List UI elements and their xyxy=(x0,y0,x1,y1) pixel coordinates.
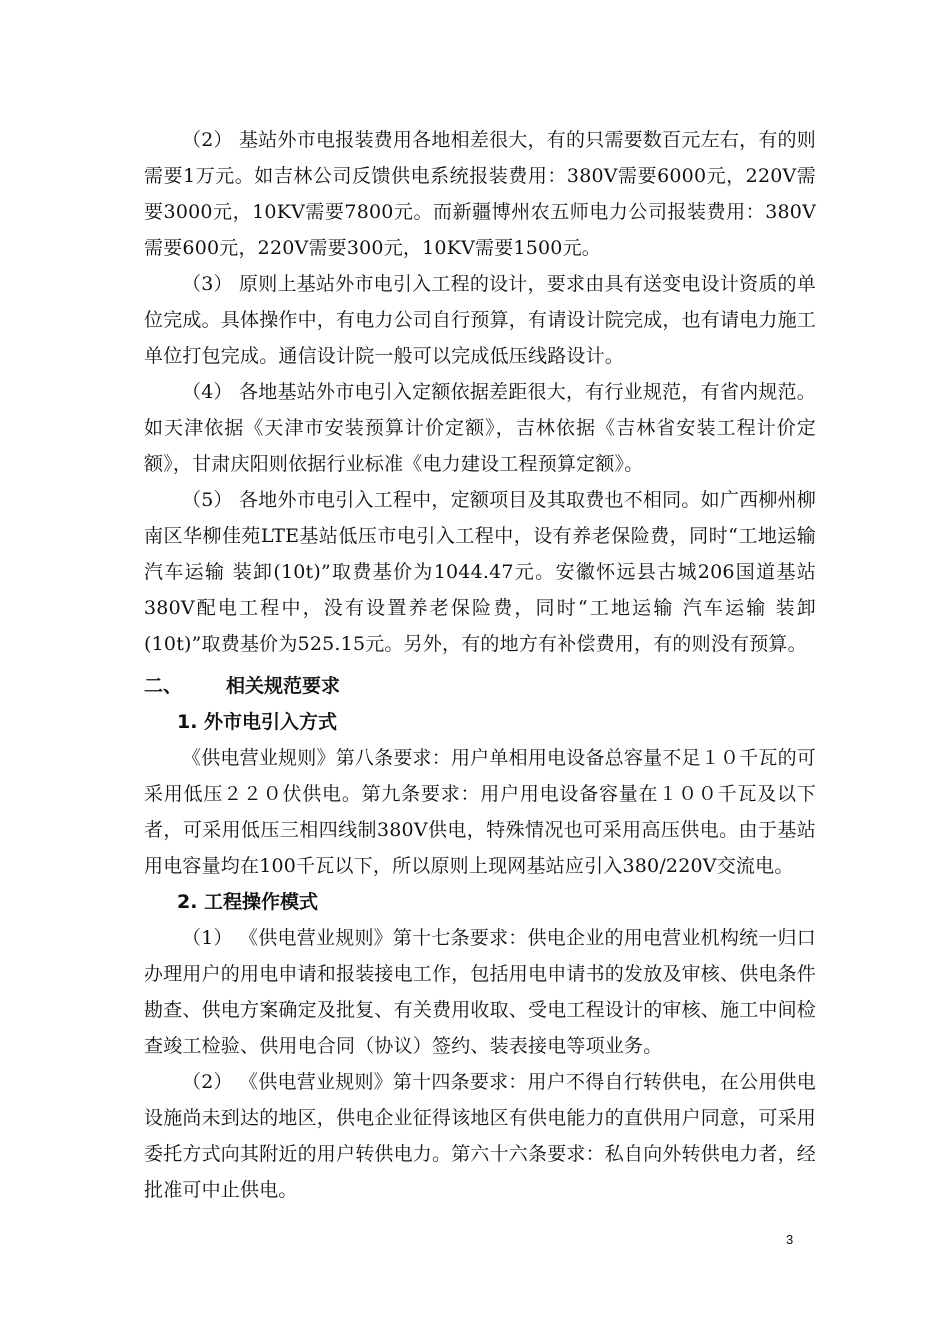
paragraph-2-fees: （2） 基站外市电报装费用各地相差很大，有的只需要数百元左右，有的则需要1万元。如吉林公司反馈供电系统报装费用：380V需要6000元，220V需要3000元，10KV需要7800元。而新疆博州农五师电力公司报装费用：380V需要600元，220V需要300元，10KV需要1500元。 xyxy=(144,129,816,259)
subsection-1-paragraph: 《供电营业规则》第八条要求：用户单相用电设备总容量不足１０千瓦的可采用低压２２０伏供电。第九条要求：用户用电设备容量在１００千瓦及以下者，可采用低压三相四线制380V供电，特殊情况也可采用高压供电。由于基站用电容量均在100千瓦以下，所以原则上现网基站应引入380/220V交流电。 xyxy=(144,747,816,877)
paragraph-3-design: （3） 原则上基站外市电引入工程的设计，要求由具有送变电设计资质的单位完成。具体操作中，有电力公司自行预算，有请设计院完成，也有请电力施工单位打包完成。通信设计院一般可以完成低压线路设计。 xyxy=(144,273,817,367)
subsection-2-title: 2. 工程操作模式 xyxy=(177,891,319,913)
subsection-1-title: 1. 外市电引入方式 xyxy=(177,711,338,733)
subsection-2-paragraph-1: （1） 《供电营业规则》第十七条要求：供电企业的用电营业机构统一归口办理用户的用电申请和报装接电工作，包括用电申请书的发放及审核、供电条件勘查、供电方案确定及批复、有关费用收取、受电工程设计的审核、施工中间检查竣工检验、供用电合同（协议）签约、装表接电等项业务。 xyxy=(144,927,817,1057)
subsection-2-paragraph-2: （2） 《供电营业规则》第十四条要求：用户不得自行转供电，在公用供电设施尚未到达的地区，供电企业征得该地区有供电能力的直供用户同意，可采用委托方式向其附近的用户转供电力。第六十六条要求：私自向外转供电力者，经批准可中止供电。 xyxy=(144,1071,817,1201)
paragraph-5-cost-items: （5） 各地外市电引入工程中，定额项目及其取费也不相同。如广西柳州柳南区华柳佳苑LTE基站低压市电引入工程中，设有养老保险费，同时“工地运输 汽车运输 装卸(10t)”取费基价为1044.47元。安徽怀远县古城206国道基站380V配电工程中，没有设置养老保险费，同时“工地运输 汽车运输 装卸(10t)”取费基价为525.15元。另外，有的地方有补偿费用，有的则没有预算。 xyxy=(144,489,816,655)
page-number: 3 xyxy=(786,1232,794,1247)
section-number: 二、 xyxy=(144,675,183,697)
section-title: 相关规范要求 xyxy=(226,675,341,697)
paragraph-4-quota: （4） 各地基站外市电引入定额依据差距很大，有行业规范，有省内规范。如天津依据《天津市安装预算计价定额》，吉林依据《吉林省安装工程计价定额》，甘肃庆阳则依据行业标准《电力建设工程预算定额》。 xyxy=(144,381,816,475)
section-heading xyxy=(144,668,340,704)
